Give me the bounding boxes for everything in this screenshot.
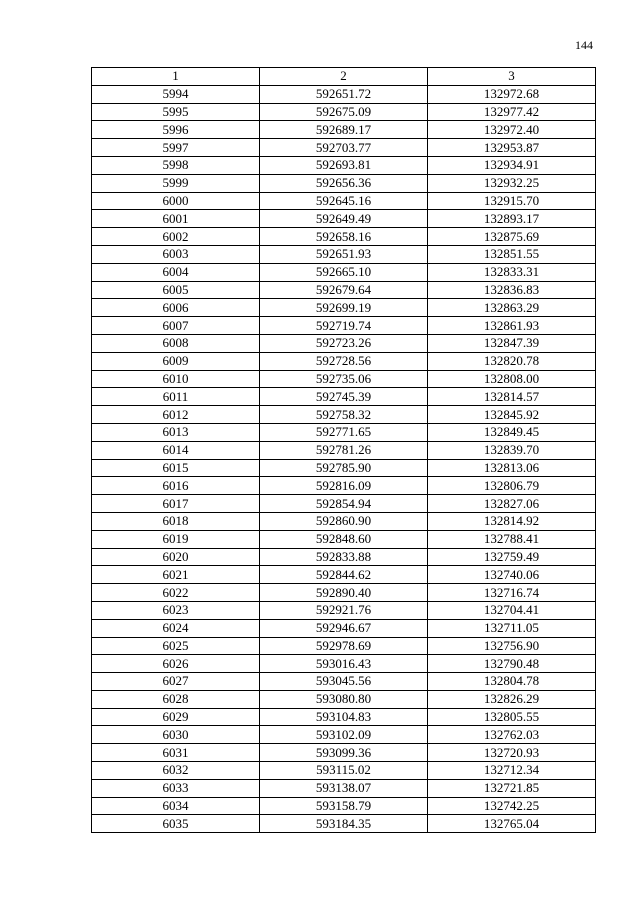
point-number-cell: 6031 <box>92 744 260 762</box>
table-row <box>92 690 596 708</box>
table-row <box>92 726 596 744</box>
table-row <box>92 762 596 780</box>
x-coordinate-cell: 593158.79 <box>260 797 428 815</box>
table-row <box>92 317 596 335</box>
x-coordinate-cell: 592785.90 <box>260 459 428 477</box>
column-header-1: 1 <box>92 68 260 86</box>
point-number-cell: 5996 <box>92 121 260 139</box>
y-coordinate-cell: 132827.06 <box>428 495 596 513</box>
table-row <box>92 797 596 815</box>
point-number-cell: 5995 <box>92 103 260 121</box>
point-number-cell: 6020 <box>92 548 260 566</box>
point-number-cell: 5998 <box>92 156 260 174</box>
x-coordinate-cell: 592645.16 <box>260 192 428 210</box>
y-coordinate-cell: 132915.70 <box>428 192 596 210</box>
point-number-cell: 5994 <box>92 85 260 103</box>
table-row <box>92 423 596 441</box>
table-row <box>92 601 596 619</box>
point-number-cell: 6013 <box>92 423 260 441</box>
table-row <box>92 744 596 762</box>
table-row <box>92 512 596 530</box>
x-coordinate-cell: 592921.76 <box>260 601 428 619</box>
point-number-cell: 5999 <box>92 174 260 192</box>
point-number-cell: 6012 <box>92 406 260 424</box>
y-coordinate-cell: 132742.25 <box>428 797 596 815</box>
table-row <box>92 192 596 210</box>
x-coordinate-cell: 592816.09 <box>260 477 428 495</box>
x-coordinate-cell: 593016.43 <box>260 655 428 673</box>
y-coordinate-cell: 132953.87 <box>428 139 596 157</box>
table-row <box>92 708 596 726</box>
point-number-cell: 6030 <box>92 726 260 744</box>
point-number-cell: 6029 <box>92 708 260 726</box>
table-body <box>92 85 596 832</box>
point-number-cell: 6006 <box>92 299 260 317</box>
table-row <box>92 263 596 281</box>
y-coordinate-cell: 132762.03 <box>428 726 596 744</box>
y-coordinate-cell: 132716.74 <box>428 584 596 602</box>
x-coordinate-cell: 592656.36 <box>260 174 428 192</box>
table-row <box>92 779 596 797</box>
point-number-cell: 6034 <box>92 797 260 815</box>
x-coordinate-cell: 593104.83 <box>260 708 428 726</box>
y-coordinate-cell: 132972.40 <box>428 121 596 139</box>
y-coordinate-cell: 132814.57 <box>428 388 596 406</box>
table-row <box>92 584 596 602</box>
x-coordinate-cell: 592771.65 <box>260 423 428 441</box>
table-row <box>92 334 596 352</box>
x-coordinate-cell: 592978.69 <box>260 637 428 655</box>
y-coordinate-cell: 132849.45 <box>428 423 596 441</box>
x-coordinate-cell: 592844.62 <box>260 566 428 584</box>
y-coordinate-cell: 132875.69 <box>428 228 596 246</box>
table-row <box>92 655 596 673</box>
table-row <box>92 139 596 157</box>
x-coordinate-cell: 592689.17 <box>260 121 428 139</box>
table-row <box>92 352 596 370</box>
point-number-cell: 6022 <box>92 584 260 602</box>
table-row <box>92 619 596 637</box>
y-coordinate-cell: 132756.90 <box>428 637 596 655</box>
x-coordinate-cell: 592699.19 <box>260 299 428 317</box>
page-number: 144 <box>575 38 593 52</box>
x-coordinate-cell: 592946.67 <box>260 619 428 637</box>
y-coordinate-cell: 132788.41 <box>428 530 596 548</box>
table-row <box>92 210 596 228</box>
y-coordinate-cell: 132861.93 <box>428 317 596 335</box>
table-row <box>92 673 596 691</box>
y-coordinate-cell: 132934.91 <box>428 156 596 174</box>
point-number-cell: 6009 <box>92 352 260 370</box>
point-number-cell: 5997 <box>92 139 260 157</box>
x-coordinate-cell: 592758.32 <box>260 406 428 424</box>
x-coordinate-cell: 592745.39 <box>260 388 428 406</box>
x-coordinate-cell: 593184.35 <box>260 815 428 833</box>
table-row <box>92 85 596 103</box>
x-coordinate-cell: 592890.40 <box>260 584 428 602</box>
y-coordinate-cell: 132720.93 <box>428 744 596 762</box>
point-number-cell: 6025 <box>92 637 260 655</box>
table-row <box>92 548 596 566</box>
x-coordinate-cell: 592651.72 <box>260 85 428 103</box>
y-coordinate-cell: 132851.55 <box>428 245 596 263</box>
point-number-cell: 6000 <box>92 192 260 210</box>
table-row <box>92 156 596 174</box>
x-coordinate-cell: 592854.94 <box>260 495 428 513</box>
y-coordinate-cell: 132833.31 <box>428 263 596 281</box>
point-number-cell: 6015 <box>92 459 260 477</box>
x-coordinate-cell: 592723.26 <box>260 334 428 352</box>
y-coordinate-cell: 132813.06 <box>428 459 596 477</box>
y-coordinate-cell: 132804.78 <box>428 673 596 691</box>
x-coordinate-cell: 593045.56 <box>260 673 428 691</box>
y-coordinate-cell: 132721.85 <box>428 779 596 797</box>
x-coordinate-cell: 592693.81 <box>260 156 428 174</box>
x-coordinate-cell: 592679.64 <box>260 281 428 299</box>
x-coordinate-cell: 592675.09 <box>260 103 428 121</box>
table-row <box>92 459 596 477</box>
y-coordinate-cell: 132893.17 <box>428 210 596 228</box>
y-coordinate-cell: 132863.29 <box>428 299 596 317</box>
table-row <box>92 103 596 121</box>
point-number-cell: 6002 <box>92 228 260 246</box>
column-header-2: 2 <box>260 68 428 86</box>
x-coordinate-cell: 592649.49 <box>260 210 428 228</box>
x-coordinate-cell: 592735.06 <box>260 370 428 388</box>
point-number-cell: 6011 <box>92 388 260 406</box>
x-coordinate-cell: 593138.07 <box>260 779 428 797</box>
y-coordinate-cell: 132704.41 <box>428 601 596 619</box>
y-coordinate-cell: 132740.06 <box>428 566 596 584</box>
point-number-cell: 6033 <box>92 779 260 797</box>
table-row <box>92 245 596 263</box>
point-number-cell: 6026 <box>92 655 260 673</box>
y-coordinate-cell: 132845.92 <box>428 406 596 424</box>
point-number-cell: 6018 <box>92 512 260 530</box>
y-coordinate-cell: 132826.29 <box>428 690 596 708</box>
point-number-cell: 6017 <box>92 495 260 513</box>
x-coordinate-cell: 592703.77 <box>260 139 428 157</box>
table-row <box>92 530 596 548</box>
point-number-cell: 6005 <box>92 281 260 299</box>
point-number-cell: 6003 <box>92 245 260 263</box>
point-number-cell: 6027 <box>92 673 260 691</box>
point-number-cell: 6035 <box>92 815 260 833</box>
table-row <box>92 228 596 246</box>
table-row <box>92 815 596 833</box>
point-number-cell: 6016 <box>92 477 260 495</box>
table-row <box>92 495 596 513</box>
y-coordinate-cell: 132977.42 <box>428 103 596 121</box>
y-coordinate-cell: 132765.04 <box>428 815 596 833</box>
x-coordinate-cell: 592833.88 <box>260 548 428 566</box>
x-coordinate-cell: 592848.60 <box>260 530 428 548</box>
coordinates-table <box>91 67 596 833</box>
y-coordinate-cell: 132836.83 <box>428 281 596 299</box>
y-coordinate-cell: 132808.00 <box>428 370 596 388</box>
x-coordinate-cell: 592860.90 <box>260 512 428 530</box>
x-coordinate-cell: 592728.56 <box>260 352 428 370</box>
column-header-3: 3 <box>428 68 596 86</box>
point-number-cell: 6028 <box>92 690 260 708</box>
x-coordinate-cell: 593102.09 <box>260 726 428 744</box>
x-coordinate-cell: 592658.16 <box>260 228 428 246</box>
point-number-cell: 6024 <box>92 619 260 637</box>
table-row <box>92 637 596 655</box>
table-row <box>92 299 596 317</box>
y-coordinate-cell: 132711.05 <box>428 619 596 637</box>
table-row <box>92 477 596 495</box>
point-number-cell: 6004 <box>92 263 260 281</box>
y-coordinate-cell: 132759.49 <box>428 548 596 566</box>
x-coordinate-cell: 593080.80 <box>260 690 428 708</box>
point-number-cell: 6032 <box>92 762 260 780</box>
table-row <box>92 121 596 139</box>
point-number-cell: 6008 <box>92 334 260 352</box>
point-number-cell: 6019 <box>92 530 260 548</box>
x-coordinate-cell: 593115.02 <box>260 762 428 780</box>
point-number-cell: 6014 <box>92 441 260 459</box>
y-coordinate-cell: 132839.70 <box>428 441 596 459</box>
x-coordinate-cell: 592719.74 <box>260 317 428 335</box>
table-row <box>92 388 596 406</box>
point-number-cell: 6007 <box>92 317 260 335</box>
y-coordinate-cell: 132814.92 <box>428 512 596 530</box>
table-row <box>92 441 596 459</box>
table-row <box>92 370 596 388</box>
x-coordinate-cell: 593099.36 <box>260 744 428 762</box>
y-coordinate-cell: 132806.79 <box>428 477 596 495</box>
table-row <box>92 281 596 299</box>
x-coordinate-cell: 592665.10 <box>260 263 428 281</box>
table-row <box>92 406 596 424</box>
y-coordinate-cell: 132932.25 <box>428 174 596 192</box>
y-coordinate-cell: 132790.48 <box>428 655 596 673</box>
y-coordinate-cell: 132847.39 <box>428 334 596 352</box>
point-number-cell: 6021 <box>92 566 260 584</box>
point-number-cell: 6010 <box>92 370 260 388</box>
y-coordinate-cell: 132820.78 <box>428 352 596 370</box>
x-coordinate-cell: 592781.26 <box>260 441 428 459</box>
point-number-cell: 6001 <box>92 210 260 228</box>
x-coordinate-cell: 592651.93 <box>260 245 428 263</box>
y-coordinate-cell: 132805.55 <box>428 708 596 726</box>
y-coordinate-cell: 132712.34 <box>428 762 596 780</box>
table-header-row <box>92 68 596 86</box>
y-coordinate-cell: 132972.68 <box>428 85 596 103</box>
table-row <box>92 174 596 192</box>
table-row <box>92 566 596 584</box>
point-number-cell: 6023 <box>92 601 260 619</box>
